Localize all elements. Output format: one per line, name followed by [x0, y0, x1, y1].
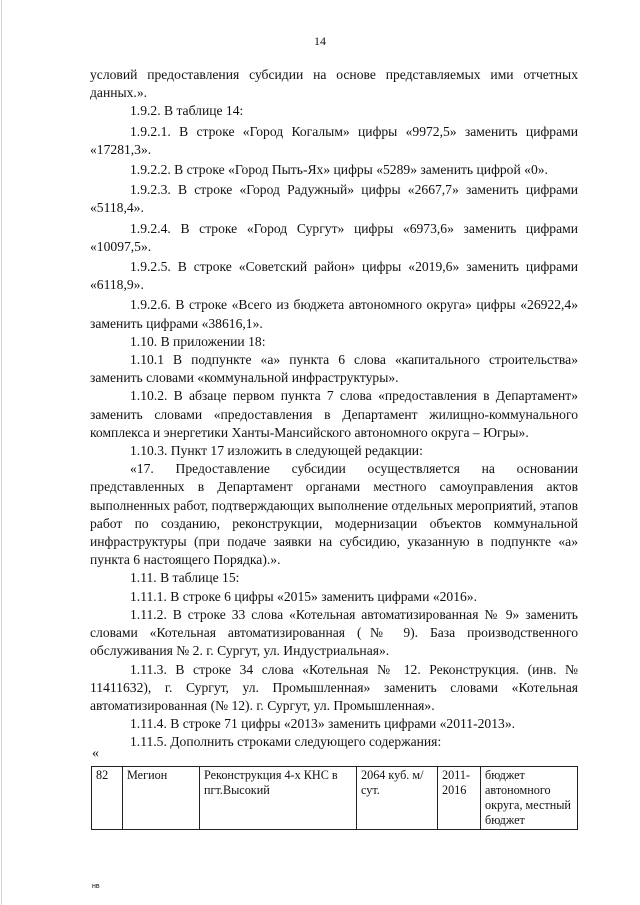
row-years: 2011-2016 [438, 767, 481, 830]
opening-quote: « [92, 746, 99, 761]
paragraph: 1.9.2.5. В строке «Советский район» цифры «2019,6» заменить цифрами «6118,9». [90, 259, 578, 293]
page-number: 14 [314, 34, 326, 48]
paragraph: 1.10.2. В абзаце первом пункта 7 слова «предоставления в Департамент» заменить словами «предоставления в Департамент жилищно-коммунального комплекса и энергетики Ханты-Мансийского автономного округа – Югры». [90, 388, 578, 440]
paragraph: 1.11.3. В строке 34 слова «Котельная № 12. Реконструкция. (инв. № 11411632), г. Сургут, ул. Промышленная» заменить словами «Котельная автоматизированная (№ 12). г. Сургут, ул. Промышленная». [90, 661, 578, 713]
paragraph: 1.11.5. Дополнить строками следующего содержания: [130, 734, 442, 750]
addition-table [91, 766, 578, 830]
paragraph: 1.11.4. В строке 71 цифры «2013» заменить цифрами «2011-2013». [130, 716, 516, 732]
paragraph: 1.9.2.1. В строке «Город Когалым» цифры «9972,5» заменить цифрами «17281,3». [90, 123, 578, 157]
paragraph: 1.9.2.3. В строке «Город Радужный» цифры «2667,7» заменить цифрами «5118,4». [90, 182, 578, 216]
table-row [92, 767, 578, 830]
scan-edge-line [1, 0, 2, 905]
paragraph: 1.10. В приложении 18: [130, 333, 266, 349]
paragraph: «17. Предоставление субсидии осуществляется на основании представленных в Департамент органами местного самоуправления актов выполненных работ, подтверждающих выполнение отдельных мероприятий, этапов работ по созданию, реконструкции, модернизации объектов коммунальной инфраструктуры (при подаче заявки на субсидию, указанную в подпункте «а» пункта 6 настоящего Порядка).». [90, 461, 578, 568]
paragraph: 1.9.2.6. В строке «Всего из бюджета автономного округа» цифры «26922,4» заменить цифрами «38616,1». [90, 297, 578, 331]
paragraph: условий предоставления субсидии на основе представляемых ими отчетных данных.». [90, 67, 578, 101]
row-object: Реконструкция 4-х КНС в пгт.Высокий [200, 767, 357, 830]
row-number: 82 [92, 767, 123, 830]
row-capacity: 2064 куб. м/сут. [357, 767, 438, 830]
paragraph: 1.11. В таблице 15: [130, 570, 240, 586]
paragraph: 1.10.1 В подпункте «а» пункта 6 слова «капитального строительства» заменить словами «коммунальной инфраструктуры». [90, 352, 578, 386]
row-source: бюджет автономного округа, местный бюджет [481, 767, 578, 830]
footer-mark: нв [92, 883, 100, 890]
document-body [90, 66, 578, 752]
paragraph: 1.11.2. В строке 33 слова «Котельная автоматизированная № 9» заменить словами «Котельная автоматизированная (№ 9). База производственного обслуживания № 2. г. Сургут, ул. Индустриальная». [90, 606, 578, 659]
paragraph: 1.9.2.4. В строке «Город Сургут» цифры «6973,6» заменить цифрами «10097,5». [90, 220, 578, 254]
paragraph: 1.10.3. Пункт 17 изложить в следующей редакции: [130, 443, 423, 459]
paragraph: 1.11.1. В строке 6 цифры «2015» заменить цифрами «2016». [130, 588, 478, 604]
paragraph: 1.9.2.2. В строке «Город Пыть-Ях» цифры «5289» заменить цифрой «0». [130, 162, 548, 178]
row-city: Мегион [123, 767, 200, 830]
paragraph: 1.9.2. В таблице 14: [130, 103, 244, 119]
